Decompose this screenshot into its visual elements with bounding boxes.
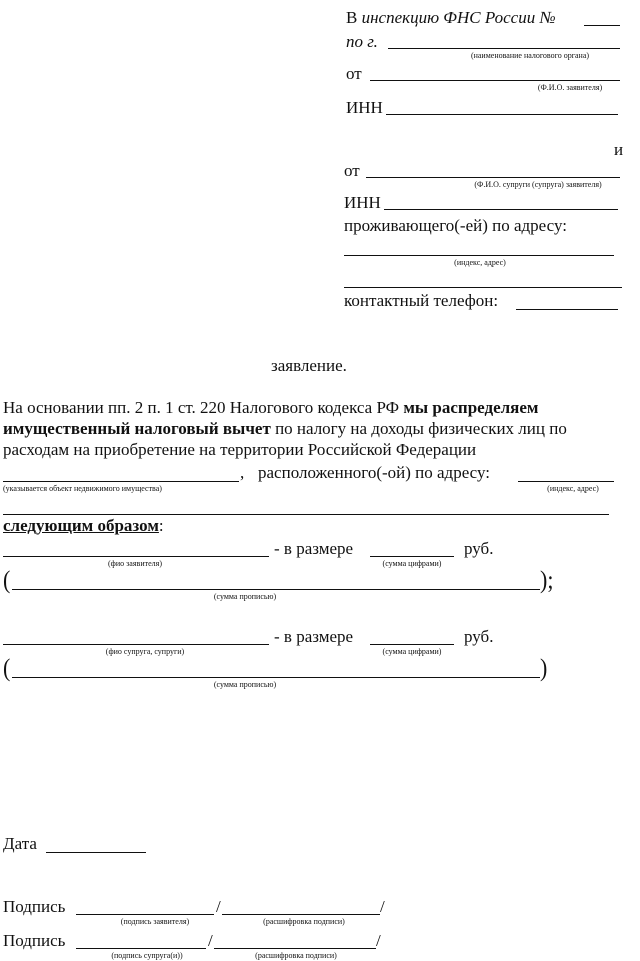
to-prefix: В: [346, 8, 362, 27]
inn-field[interactable]: [386, 114, 618, 115]
address-field-2[interactable]: [344, 287, 622, 288]
slash-close: /: [380, 897, 385, 916]
slash-open: /: [216, 897, 221, 916]
and-label: и: [614, 140, 624, 159]
index-address-caption: (индекс, адрес): [547, 484, 599, 493]
as-follows-colon: :: [158, 516, 164, 535]
inspection-line: [346, 8, 555, 28]
spouse-fio-caption: (фио супруга, супруги): [105, 647, 185, 656]
date-field[interactable]: [46, 852, 146, 853]
words-caption: (сумма прописью): [213, 680, 277, 689]
spouse-amount-figures-field[interactable]: [370, 644, 454, 645]
applicant-caption: (Ф.И.О. заявителя): [537, 83, 603, 92]
spouse-signature-caption: (подпись супруга(и)): [111, 951, 183, 960]
inn-label: ИНН: [346, 98, 383, 117]
figures-caption: (сумма цифрами): [382, 647, 442, 656]
city-label: по г.: [346, 32, 378, 51]
body-line-1: [3, 398, 539, 418]
decode-caption-2: (расшифровка подписи): [255, 951, 337, 960]
spouse-from-label: от: [344, 161, 360, 180]
currency-label: руб.: [464, 539, 494, 558]
body-line-2-bold: имущественный налоговый вычет: [3, 419, 271, 438]
phone-label: контактный телефон:: [344, 291, 499, 310]
applicant-amount-figures-field[interactable]: [370, 556, 454, 557]
slash-close: /: [376, 931, 381, 950]
tax-office-caption: (наименование налогового органа): [470, 51, 590, 60]
body-line-2-text: по налогу на доходы физических лиц по: [270, 419, 567, 438]
spouse-signature-field[interactable]: [76, 948, 206, 949]
located-label: расположенного(-ой) по адресу:: [258, 463, 490, 482]
words-caption: (сумма прописью): [213, 592, 277, 601]
property-address-field[interactable]: [518, 481, 614, 482]
open-paren: (: [3, 565, 11, 594]
spouse-caption: (Ф.И.О. супруги (супруга) заявителя): [474, 180, 602, 189]
applicant-amount-words-field[interactable]: [12, 589, 540, 590]
signature-label-1: Подпись: [3, 897, 66, 916]
applicant-fio-field[interactable]: [3, 556, 269, 557]
signature-label-2: Подпись: [3, 931, 66, 950]
property-field[interactable]: [3, 481, 239, 482]
currency-label: руб.: [464, 627, 494, 646]
applicant-name-field[interactable]: [370, 80, 620, 81]
phone-field[interactable]: [516, 309, 618, 310]
body-line-1-bold: мы распределяем: [403, 398, 539, 417]
property-caption: (указывается объект недвижимого имущества): [3, 484, 162, 493]
applicant-signature-caption: (подпись заявителя): [120, 917, 190, 926]
address-field[interactable]: [344, 255, 614, 256]
body-line-1-text: На основании пп. 2 п. 1 ст. 220 Налогового кодекса РФ: [3, 398, 404, 417]
document-title: заявление.: [271, 356, 347, 375]
open-paren: (: [3, 653, 11, 682]
as-follows: [3, 516, 164, 536]
figures-caption: (сумма цифрами): [382, 559, 442, 568]
spouse-fio-field[interactable]: [3, 644, 269, 645]
from-label: от: [346, 64, 362, 83]
inspection-number-field[interactable]: [584, 25, 620, 26]
property-address-field-2[interactable]: [3, 514, 609, 515]
body-line-2: [3, 419, 567, 439]
spouse-amount-words-field[interactable]: [12, 677, 540, 678]
as-follows-bold: следующим образом: [3, 516, 159, 535]
residing-label: проживающего(-ей) по адресу:: [344, 216, 567, 235]
spouse-name-field[interactable]: [366, 177, 620, 178]
spouse-inn-field[interactable]: [384, 209, 618, 210]
amount-label: - в размере: [274, 627, 354, 646]
inspection-label: инспекцию ФНС России №: [361, 8, 556, 27]
comma: ,: [240, 463, 245, 482]
applicant-fio-caption: (фио заявителя): [108, 559, 162, 568]
close-paren: );: [540, 565, 554, 594]
applicant-signature-field[interactable]: [76, 914, 214, 915]
address-caption: (индекс, адрес): [454, 258, 506, 267]
decode-caption-1: (расшифровка подписи): [263, 917, 345, 926]
slash-open: /: [208, 931, 213, 950]
spouse-inn-label: ИНН: [344, 193, 381, 212]
amount-label: - в размере: [274, 539, 354, 558]
date-label: Дата: [3, 834, 37, 853]
applicant-signature-decode-field[interactable]: [222, 914, 380, 915]
body-line-3: расходам на приобретение на территории Российской Федерации: [3, 440, 477, 459]
close-paren: ): [540, 653, 548, 682]
spouse-signature-decode-field[interactable]: [214, 948, 376, 949]
tax-office-field[interactable]: [388, 48, 620, 49]
